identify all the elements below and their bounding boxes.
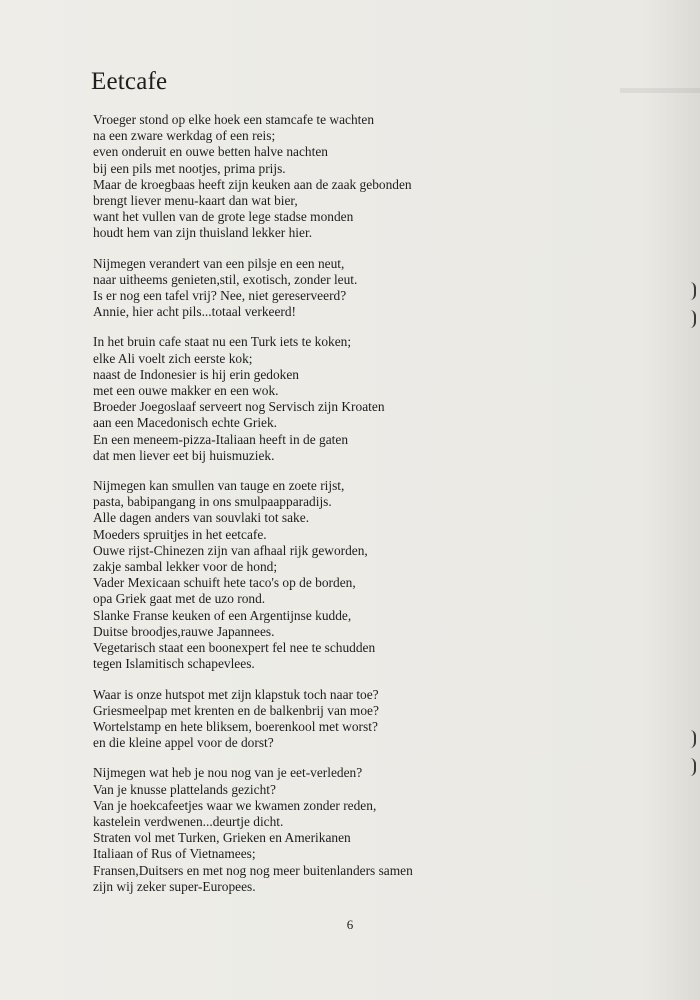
poem-line: zijn wij zeker super-Europees. <box>93 878 256 894</box>
poem-line: tegen Islamitisch schapevlees. <box>93 656 255 672</box>
poem-line: dat men liever eet bij huismuziek. <box>93 447 275 463</box>
poem-line: Van je knusse plattelands gezicht? <box>93 781 276 797</box>
poem-line: Nijmegen wat heb je nou nog van je eet-verleden? <box>93 765 363 781</box>
poem-line: opa Griek gaat met de uzo rond. <box>93 591 266 607</box>
poem-line: Van je hoekcafeetjes waar we kwamen zonder reden, <box>93 797 377 813</box>
stanza-5 <box>93 687 653 752</box>
poem-line: Ouwe rijst-Chinezen zijn van afhaal rijk geworden, <box>93 542 368 558</box>
poem-line: Nijmegen verandert van een pilsje en een neut, <box>93 255 345 271</box>
stanza-2 <box>93 256 653 321</box>
poem-line: pasta, babipangang in ons smulpaapparadijs. <box>93 494 332 510</box>
poem-line: Italiaan of Rus of Vietnamees; <box>93 846 256 862</box>
poem-line: bij een pils met nootjes, prima prijs. <box>93 160 286 176</box>
poem-line: Vegetarisch staat een boonexpert fel nee te schudden <box>93 640 376 656</box>
binding-clip-mark <box>686 758 696 776</box>
poem-line: Alle dagen anders van souvlaki tot sake. <box>93 510 310 526</box>
poem-line: Nijmegen kan smullen van tauge en zoete rijst, <box>93 478 345 494</box>
poem-line: Vroeger stond op elke hoek een stamcafe te wachten <box>93 112 375 127</box>
poem-line: brengt liever menu-kaart dan wat bier, <box>93 193 298 209</box>
poem-line: na een zware werkdag of een reis; <box>93 128 276 144</box>
poem-line: even onderuit en ouwe betten halve nachten <box>93 144 328 160</box>
poem-line: Annie, hier acht pils...totaal verkeerd! <box>93 304 297 320</box>
stanza-6 <box>93 765 653 895</box>
binding-clip-mark <box>686 310 696 328</box>
poem-line: want het vullen van de grote lege stadse monden <box>93 209 354 225</box>
poem-line: elke Ali voelt zich eerste kok; <box>93 350 253 366</box>
poem-line: en die kleine appel voor de dorst? <box>93 735 274 751</box>
poem-line: naar uitheems genieten,stil, exotisch, zonder leut. <box>93 271 358 287</box>
poem-line: En een meneem-pizza-Italiaan heeft in de gaten <box>93 431 349 447</box>
poem-line: Fransen,Duitsers en met nog nog meer buitenlanders samen <box>93 862 413 878</box>
page-number: 6 <box>346 917 354 932</box>
poem-line: Straten vol met Turken, Grieken en Amerikanen <box>93 830 351 846</box>
stanza-1 <box>93 112 653 242</box>
poem-body <box>93 112 653 909</box>
poem-line: Is er nog een tafel vrij? Nee, niet gereserveerd? <box>93 288 347 304</box>
poem-line: In het bruin cafe staat nu een Turk iets te koken; <box>93 334 352 350</box>
poem-line: Broeder Joegoslaaf serveert nog Servisch zijn Kroaten <box>93 399 385 415</box>
poem-line: Vader Mexicaan schuift hete taco's op de borden, <box>93 575 356 591</box>
stanza-4 <box>93 478 653 672</box>
poem-line: Moeders spruitjes in het eetcafe. <box>93 526 267 542</box>
poem-line: met een ouwe makker en een wok. <box>93 383 279 399</box>
poem-line: Duitse broodjes,rauwe Japannees. <box>93 623 275 639</box>
poem-line: kastelein verdwenen...deurtje dicht. <box>93 813 284 829</box>
poem-title: Eetcafe <box>91 68 168 95</box>
poem-line: Griesmeelpap met krenten en de balkenbrij van moe? <box>93 702 379 718</box>
poem-line: houdt hem van zijn thuisland lekker hier. <box>93 225 313 241</box>
stanza-3 <box>93 334 653 464</box>
bleed-through-mark <box>620 88 700 93</box>
poem-line: naast de Indonesier is hij erin gedoken <box>93 366 300 382</box>
poem-line: Maar de kroegbaas heeft zijn keuken aan de zaak gebonden <box>93 176 412 192</box>
poem-line: zakje sambal lekker voor de hond; <box>93 559 278 575</box>
poem-line: aan een Macedonisch echte Griek. <box>93 415 278 431</box>
bleed-through-text <box>400 78 700 93</box>
poem-line: Wortelstamp en hete bliksem, boerenkool met worst? <box>93 718 378 734</box>
poem-line: Waar is onze hutspot met zijn klapstuk toch naar toe? <box>93 686 379 702</box>
poem-line: Slanke Franse keuken of een Argentijnse kudde, <box>93 607 352 623</box>
binding-clip-mark <box>686 282 696 300</box>
binding-clip-mark <box>686 730 696 748</box>
